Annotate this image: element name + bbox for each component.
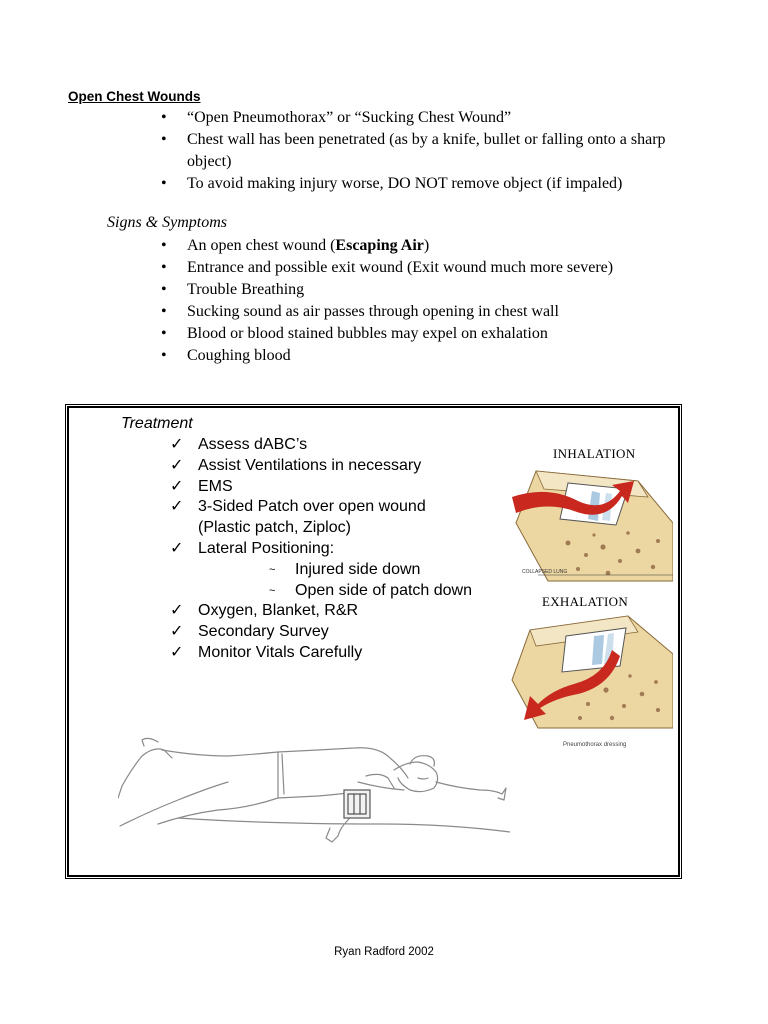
check-icon: ✓ (170, 456, 184, 474)
list-item: • “Open Pneumothorax” or “Sucking Chest Wound” (161, 109, 512, 126)
list-item: • Sucking sound as air passes through opening in chest wall (161, 303, 559, 320)
page-title: Open Chest Wounds (68, 89, 201, 104)
inhalation-illustration (508, 463, 673, 583)
footer-author: Ryan Radford 2002 (334, 946, 434, 958)
list-item: • An open chest wound (Escaping Air) (161, 237, 430, 254)
check-icon: ✓ (170, 436, 184, 453)
checklist-note: (Plastic patch, Ziploc) (198, 519, 351, 537)
treatment-heading: Treatment (121, 415, 193, 432)
checklist-subitem: ~ Injured side down (170, 560, 472, 581)
checklist-item: ✓ Lateral Positioning: (170, 539, 472, 560)
signs-bullet-list (158, 235, 698, 367)
escaping-air-emphasis: Escaping Air (335, 237, 424, 254)
checklist-item: ✓ EMS (170, 477, 472, 498)
checklist-item: ✓ 3-Sided Patch over open wound (170, 497, 472, 518)
intro-bullet-list (158, 107, 698, 195)
lateral-position-illustration (118, 728, 510, 848)
checklist-subitem: ~ Open side of patch down (170, 581, 472, 602)
checklist-item: ✓ Oxygen, Blanket, R&R (170, 601, 472, 622)
tilde-icon: ~ (269, 563, 276, 576)
exhalation-label: EXHALATION (542, 594, 629, 609)
check-icon: ✓ (170, 477, 184, 495)
checklist-item: ✓ Assess dABC’s (170, 435, 472, 456)
treatment-checklist (170, 435, 472, 664)
signs-heading: Signs & Symptoms (107, 214, 227, 231)
pneumothorax-dressing-caption: Pneumothorax dressing (563, 742, 627, 748)
collapsed-lung-annotation: COLLAPSED LUNG (522, 569, 568, 575)
tilde-icon: ~ (269, 584, 276, 597)
checklist-item: ✓ Monitor Vitals Carefully (170, 643, 472, 664)
check-icon: ✓ (170, 602, 184, 620)
list-item: • Trouble Breathing (161, 281, 305, 298)
list-item: • Coughing blood (161, 347, 291, 364)
check-icon: ✓ (170, 539, 184, 557)
checklist-item: ✓ Secondary Survey (170, 622, 472, 643)
list-item: • To avoid making injury worse, DO NOT remove object (if impaled) (161, 175, 623, 192)
list-item: • Chest wall has been penetrated (as by a knife, bullet or falling onto a sharp object) (161, 131, 666, 170)
exhalation-illustration (508, 610, 673, 730)
list-item: • Blood or blood stained bubbles may expel on exhalation (161, 325, 548, 342)
checklist-item: ✓ Assist Ventilations in necessary (170, 456, 472, 477)
check-icon: ✓ (170, 623, 184, 641)
list-item: • Entrance and possible exit wound (Exit wound much more severe) (161, 259, 614, 276)
check-icon: ✓ (170, 498, 184, 516)
inhalation-label: INHALATION (553, 446, 636, 461)
check-icon: ✓ (170, 643, 184, 661)
